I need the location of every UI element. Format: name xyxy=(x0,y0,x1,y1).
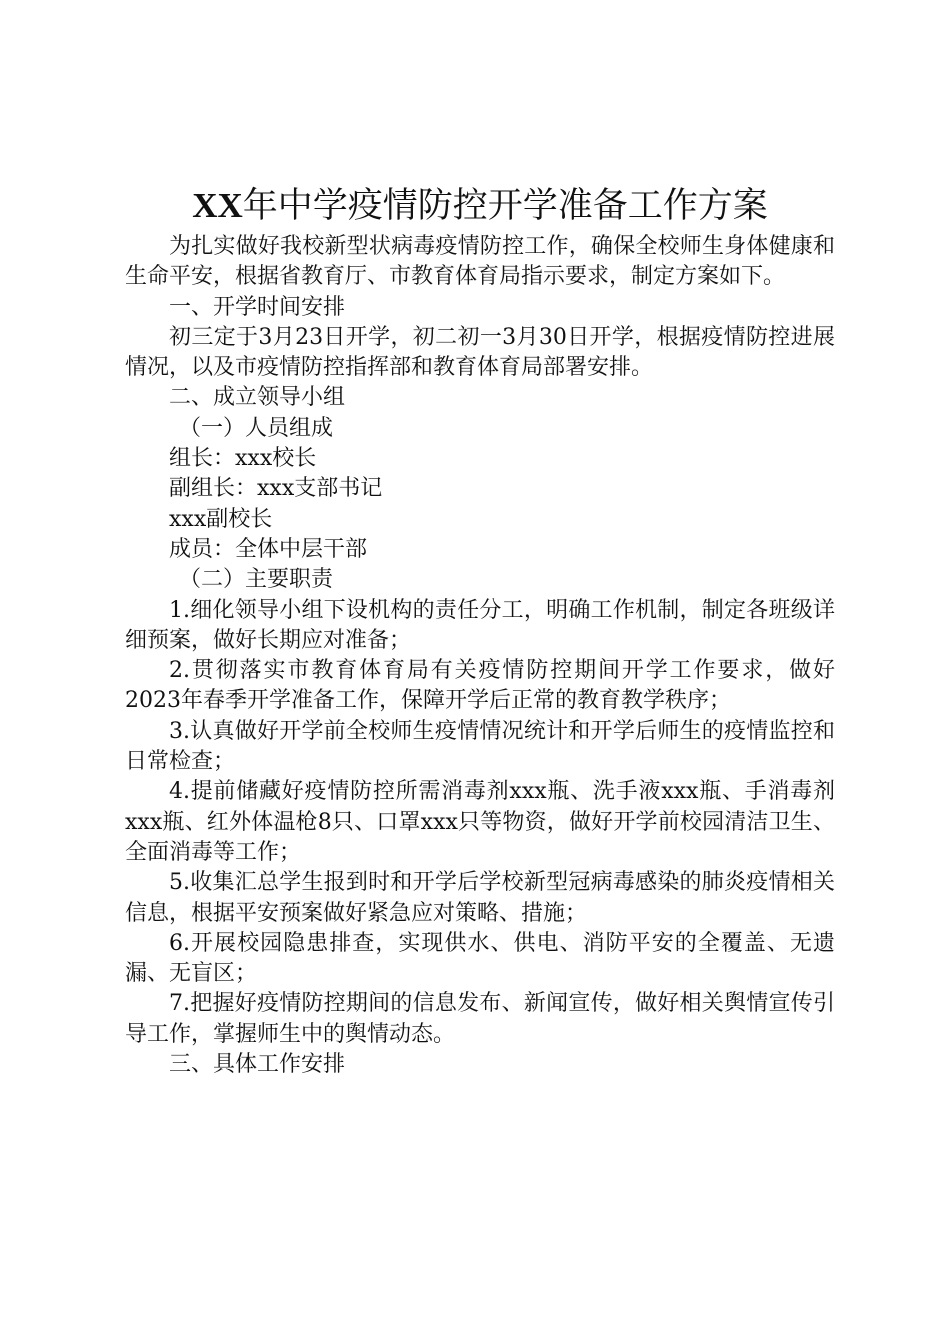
section-heading-1: 一、开学时间安排 xyxy=(169,294,346,320)
intro-paragraph: 为扎实做好我校新型状病毒疫情防控工作，确保全校师生身体健康和生命平安，根据省教育厅、市教育体育局指示要求，制定方案如下。 xyxy=(125,234,835,290)
title-prefix: XX xyxy=(192,186,243,225)
document-body xyxy=(125,232,835,1080)
duty-item: 6.开展校园隐患排查，实现供水、供电、消防平安的全覆盖、无遗漏、无盲区； xyxy=(125,930,835,987)
duty-item: 5.收集汇总学生报到时和开学后学校新型冠病毒感染的肺炎疫情相关信息，根据平安预案做好紧急应对策略、措施； xyxy=(125,870,835,926)
school-start-paragraph: 初三定于3月23日开学，初二初一3月30日开学，根据疫情防控进展情况，以及市疫情防控指挥部和教育体育局部署安排。 xyxy=(125,324,836,381)
document-title xyxy=(125,180,835,232)
deputy-leader-line: 副组长：xxx支部书记 xyxy=(169,476,383,502)
duty-item: 2.贯彻落实市教育体育局有关疫情防控期间开学工作要求，做好2023年春季开学准备工作，保障开学后正常的教育教学秩序； xyxy=(125,658,835,714)
duty-item: 7.把握好疫情防控期间的信息发布、新闻宣传，做好相关舆情宣传引导工作，掌握师生中的舆情动态。 xyxy=(125,991,835,1047)
subsection-heading-2: （二）主要职责 xyxy=(179,567,334,593)
group-leader-line: 组长：xxx校长 xyxy=(169,446,317,472)
title-text: 年中学疫情防控开学准备工作方案 xyxy=(242,186,768,226)
subsection-heading-1: （一）人员组成 xyxy=(179,415,334,441)
section-heading-2: 二、成立领导小组 xyxy=(169,385,346,411)
duty-item: 4.提前储藏好疫情防控所需消毒剂xxx瓶、洗手液xxx瓶、手消毒剂xxx瓶、红外体温枪8只、口罩xxx只等物资，做好开学前校园清洁卫生、全面消毒等工作； xyxy=(125,779,835,865)
duty-item: 1.细化领导小组下设机构的责任分工，明确工作机制，制定各班级详细预案，做好长期应对准备； xyxy=(125,597,835,653)
document-page xyxy=(125,180,835,1080)
duty-item: 3.认真做好开学前全校师生疫情情况统计和开学后师生的疫情监控和日常检查； xyxy=(125,718,835,775)
section-heading-3: 三、具体工作安排 xyxy=(169,1052,346,1078)
members-line: 成员：全体中层干部 xyxy=(169,536,368,562)
vice-principal-line: xxx副校长 xyxy=(169,506,273,532)
